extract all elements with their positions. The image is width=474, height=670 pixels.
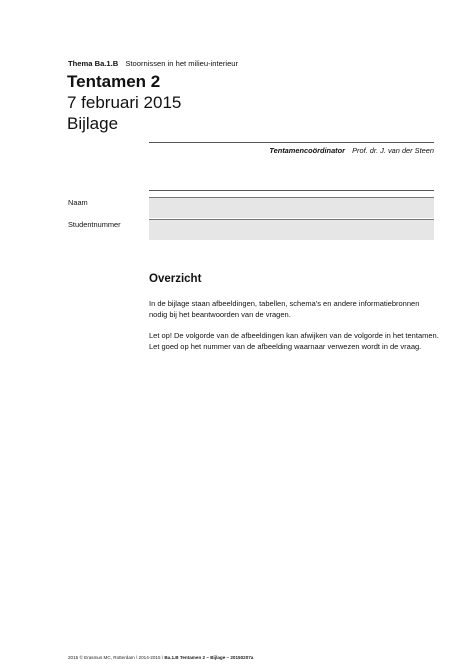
thema-code: Thema Ba.1.B [68, 59, 119, 68]
exam-date: 7 februari 2015 [67, 93, 182, 112]
student-number-field[interactable] [149, 219, 434, 240]
coordinator-line [149, 146, 434, 155]
form-divider [149, 190, 434, 191]
name-field[interactable] [149, 197, 434, 218]
footer-document-id: Ba.1.B Tentamen 2 – Bijlage – 20150207a [164, 655, 254, 660]
exam-subtitle: Bijlage [67, 114, 119, 133]
coordinator-name: Prof. dr. J. van der Steen [352, 146, 434, 155]
overview-heading: Overzicht [149, 273, 202, 285]
coordinator-divider [149, 142, 434, 143]
overview-paragraph-2: Let op! De volgorde van de afbeeldingen kan afwijken van de volgorde in het tentamen. Let goed op het nummer van de afbeelding waarnaar verwezen wordt in de vraag. [149, 331, 439, 351]
footer-copyright: 2015 © Erasmus MC, Rotterdam \ 2014-2015 \ [68, 655, 165, 660]
exam-title: Tentamen 2 [67, 72, 161, 91]
overview-paragraph-1: In de bijlage staan afbeeldingen, tabellen, schema's en andere informatiebronnen nodig bij het beantwoorden van de vragen. [149, 299, 420, 319]
student-number-label: Studentnummer [68, 220, 121, 229]
coordinator-label: Tentamencoördinator [269, 146, 346, 155]
name-label: Naam [68, 198, 88, 207]
page-footer [68, 655, 253, 660]
thema-name: Stoornissen in het milieu-interieur [125, 59, 239, 68]
thema-header [68, 59, 238, 68]
